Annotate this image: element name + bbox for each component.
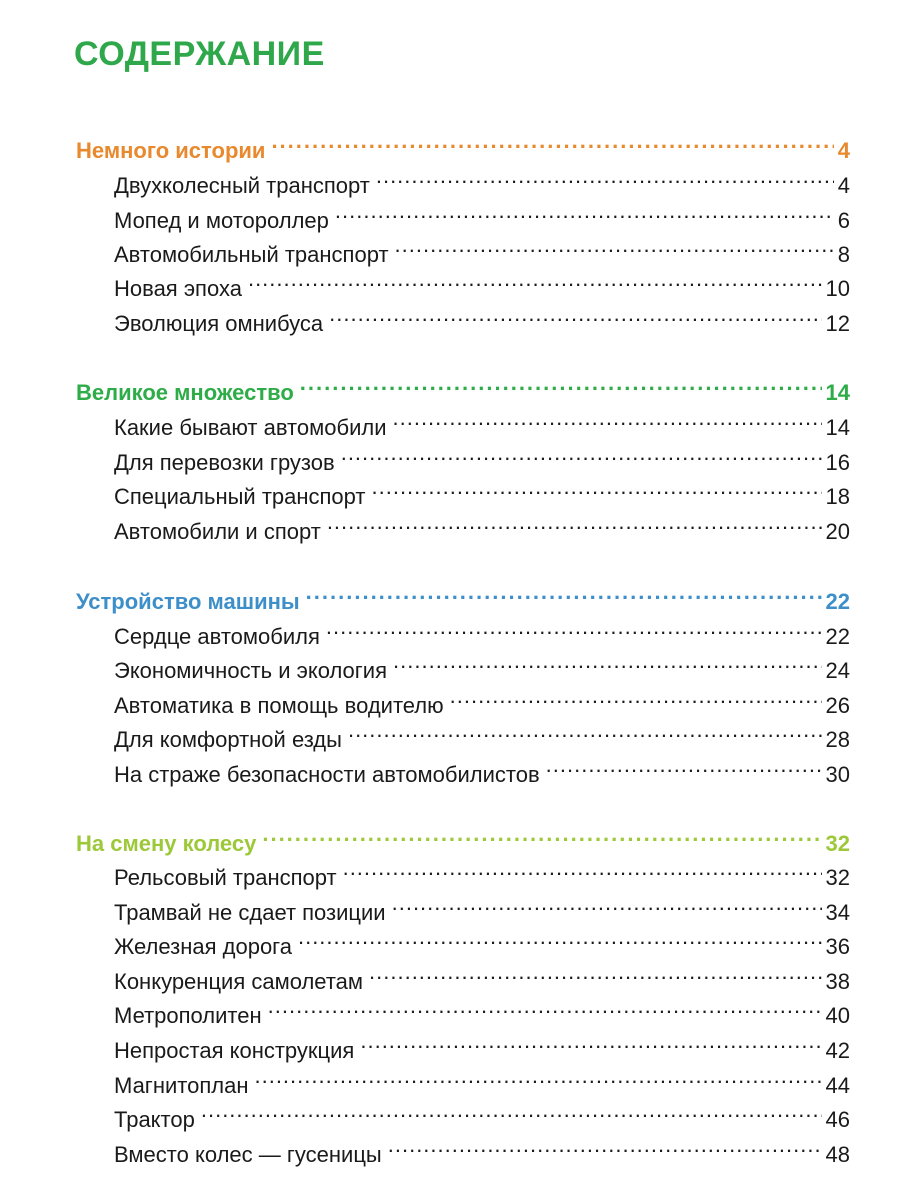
toc-item-page: 4 [837,173,850,198]
toc-item[interactable] [114,989,850,1028]
toc-item[interactable] [114,851,850,890]
dot-leader [341,436,822,470]
toc-item-label: Новая эпоха [114,276,242,301]
toc-item[interactable] [114,401,850,440]
toc-item-page: 48 [825,1142,850,1167]
toc-item-label: Трактор [114,1107,195,1132]
toc-heading-page: 32 [825,831,850,856]
dot-leader [335,194,834,228]
toc-item-page: 30 [825,762,850,787]
toc-item[interactable] [114,194,850,233]
toc-item-label: Сердце автомобиля [114,624,320,649]
toc-item-label: Рельсовый транспорт [114,865,337,890]
toc-item-label: Магнитоплан [114,1073,249,1098]
toc-heading-label: Великое множество [76,380,294,405]
toc-item-page: 26 [825,693,850,718]
toc-item-page: 22 [825,624,850,649]
toc-item[interactable] [114,713,850,752]
dot-leader [306,575,822,609]
toc-item-label: Экономичность и экология [114,658,388,683]
toc-item-page: 32 [825,865,850,890]
toc-heading-history[interactable] [76,124,850,163]
toc-item-label: Для перевозки грузов [114,450,335,475]
dot-leader [450,679,822,713]
toc-item-label: Трамвай не сдает позиции [114,900,386,925]
toc-item[interactable] [114,886,850,925]
toc-item-page: 42 [825,1038,850,1063]
toc-item-page: 36 [825,934,850,959]
dot-leader [262,817,821,851]
dot-leader [388,1128,822,1162]
toc-item-label: Эволюция омнибуса [114,311,324,336]
toc-heading-page: 14 [825,380,850,405]
toc-item[interactable] [114,228,850,267]
toc-item[interactable] [114,1024,850,1063]
dot-leader [201,1093,822,1127]
toc-item-page: 24 [825,658,850,683]
toc-item[interactable] [114,262,850,301]
toc-item-label: Мопед и мотороллер [114,208,329,233]
dot-leader [392,886,822,920]
toc-heading-variety[interactable] [76,366,850,405]
toc-item[interactable] [114,470,850,509]
toc-item[interactable] [114,748,850,787]
dot-leader [348,713,822,747]
toc-item[interactable] [114,644,850,683]
dot-leader [393,644,822,678]
toc-heading-page: 4 [837,138,850,163]
toc-heading-page: 22 [825,589,850,614]
dot-leader [300,366,822,400]
toc-heading-label: Устройство машины [76,589,300,614]
page-title: СОДЕРЖАНИЕ [74,35,325,73]
dot-leader [271,124,833,158]
dot-leader [376,159,834,193]
toc-item-page: 34 [825,900,850,925]
toc-item[interactable] [114,436,850,475]
toc-item-page: 46 [825,1107,850,1132]
dot-leader [329,297,821,331]
toc-item[interactable] [114,1093,850,1132]
toc-item-page: 6 [837,208,850,233]
toc-heading-label: На смену колесу [76,831,257,856]
toc-item-label: Метрополитен [114,1003,262,1028]
dot-leader [546,748,822,782]
toc-item-page: 20 [825,519,850,544]
toc-item-label: Автоматика в помощь водителю [114,693,444,718]
toc-item[interactable] [114,1128,850,1167]
toc-item-label: Вместо колес — гусеницы [114,1142,382,1167]
toc-item-label: Двухколесный транспорт [114,173,370,198]
toc-item-label: На страже безопасности автомобилистов [114,762,540,787]
toc-item-page: 12 [825,311,850,336]
toc-heading-label: Немного истории [76,138,266,163]
toc-item-page: 10 [825,276,850,301]
toc-item-page: 16 [825,450,850,475]
toc-heading-machine[interactable] [76,575,850,614]
dot-leader [372,470,822,504]
toc-item[interactable] [114,679,850,718]
toc-item-page: 44 [825,1073,850,1098]
toc-item-page: 38 [825,969,850,994]
dot-leader [360,1024,821,1058]
dot-leader [393,401,822,435]
dot-leader [298,920,822,954]
toc-item-label: Конкуренция самолетам [114,969,364,994]
dot-leader [268,989,822,1023]
toc-item-label: Железная дорога [114,934,292,959]
toc-item[interactable] [114,1059,850,1098]
toc-item-page: 40 [825,1003,850,1028]
toc-item-page: 28 [825,727,850,752]
toc-item-page: 14 [825,415,850,440]
toc-item-label: Автомобили и спорт [114,519,321,544]
toc-item[interactable] [114,159,850,198]
dot-leader [369,955,822,989]
dot-leader [254,1059,821,1093]
toc-item-label: Автомобильный транспорт [114,242,389,267]
dot-leader [326,610,822,644]
dot-leader [248,262,822,296]
dot-leader [327,505,822,539]
toc-item-page: 8 [837,242,850,267]
toc-item[interactable] [114,955,850,994]
toc-item-label: Какие бывают автомобили [114,415,387,440]
toc-item[interactable] [114,297,850,336]
toc-item-page: 18 [825,484,850,509]
toc-item-label: Для комфортной езды [114,727,342,752]
toc-item-label: Непростая конструкция [114,1038,355,1063]
toc-item[interactable] [114,610,850,649]
toc-item[interactable] [114,505,850,544]
toc-item[interactable] [114,920,850,959]
toc-item-label: Специальный транспорт [114,484,366,509]
dot-leader [395,228,834,262]
toc-heading-replacement[interactable] [76,817,850,856]
dot-leader [343,851,822,885]
